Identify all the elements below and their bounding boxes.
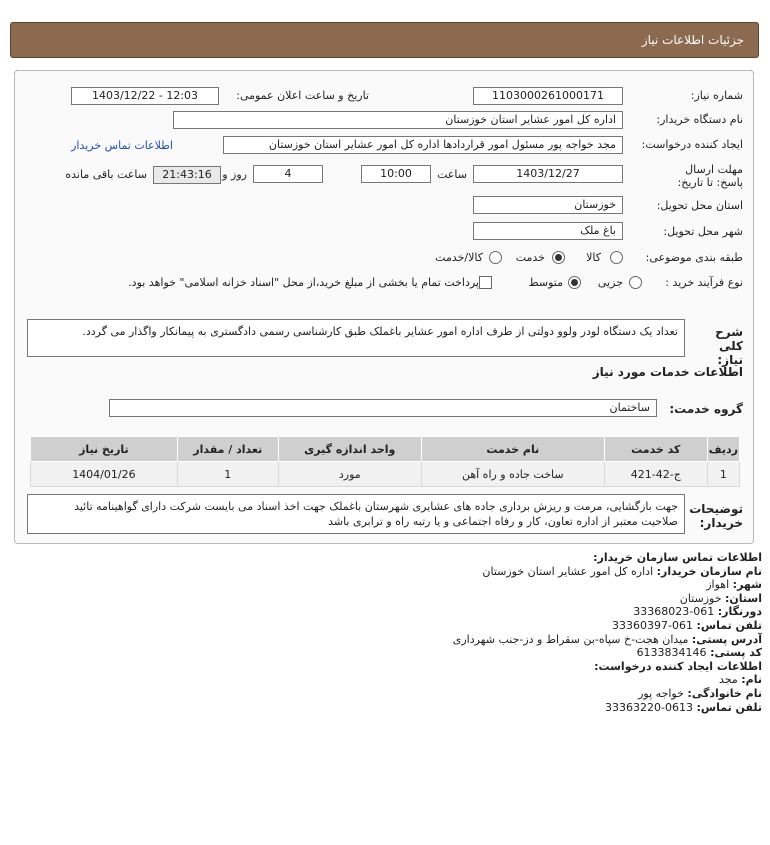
service-group-field: ساختمان bbox=[109, 399, 657, 417]
services-section-title: اطلاعات خدمات مورد نیاز bbox=[592, 365, 743, 379]
contact-province: خوزستان bbox=[679, 591, 722, 605]
buyer-contact-link[interactable]: اطلاعات تماس خریدار bbox=[71, 139, 173, 152]
creator-phone: 0613-33363220 bbox=[605, 700, 694, 714]
creator-info-title: اطلاعات ایجاد کننده درخواست: bbox=[594, 659, 762, 673]
buyer-org-label: نام دستگاه خریدار: bbox=[656, 113, 743, 126]
creator-phone-label: تلفن تماس: bbox=[696, 700, 762, 714]
contact-postal-label: کد پستی: bbox=[710, 646, 762, 660]
process-label: نوع فرآیند خرید : bbox=[665, 276, 743, 289]
contact-fax: 061-33368023 bbox=[633, 605, 715, 619]
treasury-payment-label: پرداخت تمام یا بخشی از مبلغ خرید،از محل "اسناد خزانه اسلامی" خواهد بود. bbox=[128, 276, 479, 289]
category-label: طبقه بندی موضوعی: bbox=[645, 251, 743, 264]
contact-postal: 6133834146 bbox=[636, 646, 707, 660]
contact-city: اهواز bbox=[706, 578, 730, 592]
cell-date: 1404/01/26 bbox=[31, 462, 178, 487]
category-goods-radio[interactable] bbox=[610, 251, 623, 264]
contact-org: اداره کل امور عشایر استان خوزستان bbox=[482, 564, 654, 578]
category-goods-label: کالا bbox=[586, 251, 601, 264]
page-title: جزئیات اطلاعات نیاز bbox=[641, 33, 744, 47]
remaining-time-field: 21:43:16 bbox=[153, 166, 221, 184]
process-medium-label: متوسط bbox=[528, 276, 563, 289]
cell-code: ج-42-421 bbox=[604, 462, 707, 487]
col-row-header: ردیف bbox=[707, 437, 739, 462]
col-unit-header: واحد اندازه گیری bbox=[278, 437, 421, 462]
table-header-row bbox=[31, 437, 740, 462]
process-minor-radio[interactable] bbox=[629, 276, 642, 289]
city-field: باغ ملک bbox=[473, 222, 623, 240]
remaining-label: ساعت باقی مانده bbox=[65, 168, 147, 181]
creator-name-label: نام: bbox=[741, 673, 762, 687]
category-both-label: کالا/خدمت bbox=[435, 251, 483, 264]
col-name-header: نام خدمت bbox=[421, 437, 604, 462]
need-number-label: شماره نیاز: bbox=[690, 89, 743, 102]
deadline-time-field: 10:00 bbox=[361, 165, 431, 183]
table-row bbox=[31, 462, 740, 487]
province-field: خوزستان bbox=[473, 196, 623, 214]
description-text: تعداد یک دستگاه لودر ولوو دولتی از طرف اداره امور عشایر باغملک طبق کارشناسی رسمی دادگستری به پیمانکار واگذار می گردد. bbox=[27, 319, 685, 357]
cell-row: 1 bbox=[707, 462, 739, 487]
cell-unit: مورد bbox=[278, 462, 421, 487]
services-table bbox=[30, 436, 740, 487]
creator-label: ایجاد کننده درخواست: bbox=[641, 138, 743, 151]
buyer-org-field: اداره کل امور عشایر استان خوزستان bbox=[173, 111, 623, 129]
treasury-payment-checkbox[interactable] bbox=[479, 276, 492, 289]
creator-field: مجد خواجه پور مسئول امور قراردادها اداره کل امور عشایر استان خوزستان bbox=[223, 136, 623, 154]
contact-title: اطلاعات تماس سازمان خریدار: bbox=[593, 551, 762, 564]
contact-city-label: شهر: bbox=[732, 578, 762, 592]
deadline-date-field: 1403/12/27 bbox=[473, 165, 623, 183]
process-minor-label: جزیی bbox=[597, 276, 623, 289]
cell-name: ساخت جاده و راه آهن bbox=[421, 462, 604, 487]
creator-family-label: نام خانوادگی: bbox=[687, 686, 762, 700]
deadline-label: مهلت ارسال پاسخ: تا تاریخ: bbox=[677, 163, 743, 189]
cell-qty: 1 bbox=[177, 462, 278, 487]
page-header bbox=[10, 22, 759, 58]
contact-address-label: آدرس پستی: bbox=[691, 632, 762, 646]
need-number-field: 1103000261000171 bbox=[473, 87, 623, 105]
description-label: شرح کلی نیاز: bbox=[715, 325, 743, 367]
city-label: شهر محل تحویل: bbox=[663, 225, 743, 238]
col-code-header: کد خدمت bbox=[604, 437, 707, 462]
col-date-header: تاریخ نیاز bbox=[31, 437, 178, 462]
contact-fax-label: دورنگار: bbox=[717, 605, 762, 619]
days-field: 4 bbox=[253, 165, 323, 183]
buyer-notes-label: توضیحات خریدار: bbox=[689, 502, 743, 530]
col-qty-header: تعداد / مقدار bbox=[177, 437, 278, 462]
contact-province-label: استان: bbox=[725, 591, 762, 605]
deadline-time-label: ساعت bbox=[437, 168, 467, 181]
process-medium-radio[interactable] bbox=[568, 276, 581, 289]
contact-phone-label: تلفن تماس: bbox=[696, 618, 762, 632]
announce-label: تاریخ و ساعت اعلان عمومی: bbox=[236, 89, 369, 102]
creator-family: خواجه پور bbox=[638, 686, 684, 700]
buyer-notes-text: جهت بازگشایی، مرمت و ریزش برداری جاده های عشایری شهرستان باغملک جهت اخذ اسناد می بایست شرکت دارای گواهینامه تائید صلاحیت معتبر از اداره تعاون، کار و رفاه اجتماعی و یا رتبه راه و ترابری باشد bbox=[27, 494, 685, 534]
category-service-radio[interactable] bbox=[552, 251, 565, 264]
contact-address: میدان هجت-خ سپاه-بن سقراط و دز-جنب شهرداری bbox=[452, 632, 689, 646]
province-label: استان محل تحویل: bbox=[656, 199, 743, 212]
contact-org-label: نام سازمان خریدار: bbox=[656, 564, 762, 578]
category-both-radio[interactable] bbox=[489, 251, 502, 264]
creator-name: مجد bbox=[718, 673, 738, 687]
contact-section bbox=[7, 551, 762, 714]
days-label: روز و bbox=[222, 168, 247, 181]
announce-field: 1403/12/22 - 12:03 bbox=[71, 87, 219, 105]
category-service-label: خدمت bbox=[515, 251, 545, 264]
contact-phone: 061-33360397 bbox=[612, 618, 694, 632]
service-group-label: گروه خدمت: bbox=[669, 402, 743, 416]
